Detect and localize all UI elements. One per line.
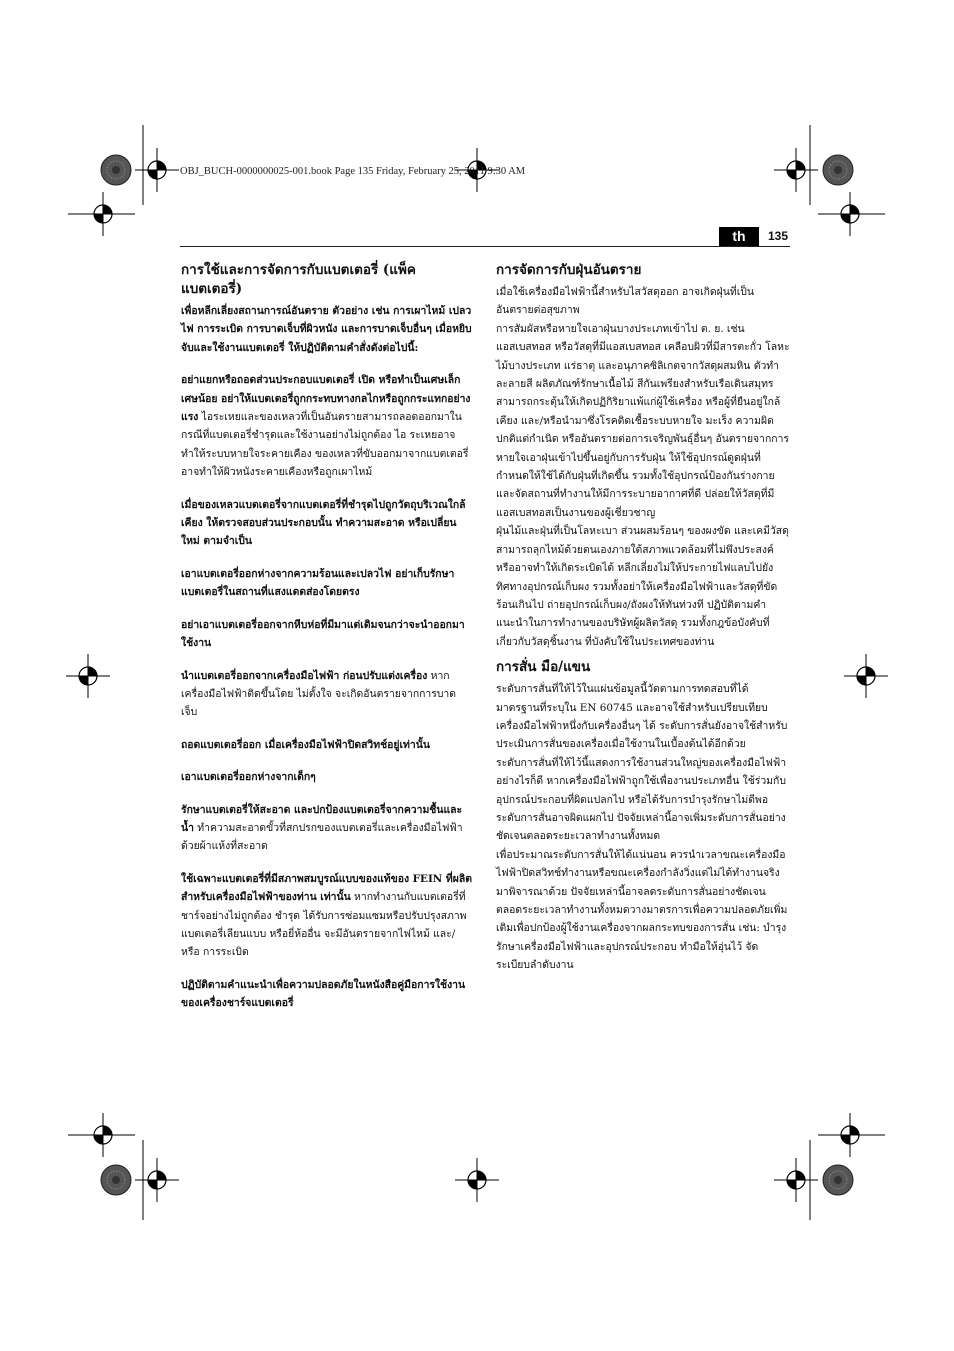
book-info-line: OBJ_BUCH-0000000025-001.book Page 135 Friday, February 25, 2011 9:30 AM [180, 166, 526, 177]
vibration-section-heading: การสั่น มือ/แขน [496, 659, 591, 676]
battery-paragraph: รักษาแบตเตอรี่ให้สะอาด และปกป้องแบตเตอรี่จากความชื้นและน้ำ ทำความสะอาดขั้วที่สกปรกของแบตเตอรี่และเครื่องมือไฟฟ้าด้วยผ้าแห้งที่สะอาด [181, 803, 463, 853]
battery-paragraph: นำแบตเตอรี่ออกจากเครื่องมือไฟฟ้า ก่อนปรับแต่งเครื่อง หากเครื่องมือไฟฟ้าติดขึ้นโดย ไม่ตั้งใจ จะเกิดอันตรายจากการบาดเจ็บ [181, 669, 456, 719]
battery-paragraph: ปฏิบัติตามคำแนะนำเพื่อความปลอดภัยในหนังสือคู่มือการใช้งานของเครื่องชาร์จแบตเตอรี่ [181, 978, 466, 1010]
right-column [496, 261, 790, 975]
battery-paragraph: ถอดแบตเตอรี่ออก เมื่อเครื่องมือไฟฟ้าปิดสวิทช์อยู่เท่านั้น [181, 738, 430, 751]
dust-paragraph: ฝุ่นไม้และฝุ่นที่เป็นโลหะเบา ส่วนผสมร้อนๆ ของผงขัด และเคมีวัสดุ สามารถลุกไหม้ด้วยตนเองภายใต้สภาพแวดล้อมที่ไม่พึงประสงค์ หรืออาจทำให้เกิดระเบิดได้ หลีกเลี่ยงไม่ให้ประกายไฟแลบไปยังทิศทางอุปกรณ์เก็บผง รวมทั้งอย่าให้เครื่องมือไฟฟ้าและวัสดุที่ขัดร้อนเกินไป ถ่ายอุปกรณ์เก็บผง/ถังผงให้ทันท่วงที ปฏิบัติตามคำแนะนำในการทำงานของบริษัทผู้ผลิตวัสดุ รวมทั้งกฎข้อบังคับที่เกี่ยวกับวัสดุชิ้นงาน ที่บังคับใช้ในประเทศของท่าน [496, 525, 789, 648]
vibration-paragraph: ระดับการสั่นที่ให้ไว้นี้แสดงการใช้งานส่วนใหญ่ของเครื่องมือไฟฟ้า อย่างไรก็ดี หากเครื่องมือไฟฟ้าถูกใช้เพื่องานประเภทอื่น ใช้ร่วมกับอุปกรณ์ประกอบที่ผิดแปลกไป หรือได้รับการบำรุงรักษาไม่ดีพอ ระดับการสั่นอาจผิดแผกไป ปัจจัยเหล่านี้อาจเพิ่มระดับการสั่นอย่างชัดเจนตลอดระยะเวลาทำงานทั้งหมด [496, 756, 787, 843]
page-number: 135 [768, 229, 789, 243]
language-badge: th [719, 227, 759, 246]
battery-paragraph: เมื่อของเหลวแบตเตอรี่จากแบตเตอรี่ที่ชำรุดไปถูกวัตถุบริเวณใกล้เคียง ให้ตรวจสอบส่วนประกอบนั้น ทำความสะอาด หรือเปลี่ยนใหม่ ตามจำเป็น [181, 498, 466, 548]
left-column [181, 261, 472, 1027]
battery-paragraph: ใช้เฉพาะแบตเตอรี่ที่มีสภาพสมบูรณ์แบบของแท้ของ FEIN ที่ผลิตสำหรับเครื่องมือไฟฟ้าของท่าน เท่านั้น หากทำงานกับแบตเตอรี่ที่ชาร์จอย่างไม่ถูกต้อง ชำรุด ได้รับการซ่อมแซมหรือปรับปรุงสภาพ แบตเตอรี่เลียนแบบ หรือยี่ห้ออื่น จะมีอันตรายจากไฟไหม้ และ/หรือ การระเบิด [181, 872, 472, 959]
battery-paragraph: อย่าแยกหรือถอดส่วนประกอบแบตเตอรี่ เปิด หรือทำเป็นเศษเล็กเศษน้อย อย่าให้แบตเตอรี่ถูกกระทบทางกลไกหรือถูกกระแทกอย่างแรง ไอระเหยและของเหลวที่เป็นอันตรายสามารถลอดออกมาในกรณีที่แบตเตอรี่ชำรุดและใช้งานอย่างไม่ถูกต้อง ไอ ระเหยอาจทำให้ระบบหายใจระคายเคือง ของเหลวที่ขับออกมาจากแบตเตอรี่อาจทำให้ผิวหนังระคายเคืองหรือถูกเผาไหม้ [181, 374, 471, 479]
dust-section-heading: การจัดการกับฝุ่นอันตราย [496, 262, 642, 278]
battery-section-heading: การใช้และการจัดการกับแบตเตอรี่ (แพ็คแบตเตอรี่) [181, 262, 416, 297]
dust-paragraph: เมื่อใช้เครื่องมือไฟฟ้านี้สำหรับไสวัสดุออก อาจเกิดฝุ่นที่เป็นอันตรายต่อสุขภาพ [496, 286, 754, 317]
battery-paragraph: อย่าเอาแบตเตอรี่ออกจากหีบห่อที่มีมาแต่เดิมจนกว่าจะนำออกมาใช้งาน [181, 618, 465, 650]
battery-paragraph: เอาแบตเตอรี่ออกห่างจากเด็กๆ [181, 771, 316, 784]
dust-paragraph: การสัมผัสหรือหายใจเอาฝุ่นบางประเภทเข้าไป ต. ย. เช่น แอสเบสทอส หรือวัสดุที่มีแอสเบสทอส เคลือบผิวที่มีสารตะกั่ว โลหะ ไม้บางประเภท แร่ธาตุ และอนุภาคซิลิเกตจากวัสดุผสมหิน ตัวทำละลายสี ผลิตภัณฑ์รักษาเนื้อไม้ สีกันเพรียงสำหรับเรือเดินสมุทร สามารถกระตุ้นให้เกิดปฏิกิริยาแพ้แก่ผู้ใช้เครื่อง หรือผู้ที่ยืนอยู่ใกล้เคียง และ/หรือนำมาซึ่งโรคติดเชื้อระบบหายใจ มะเร็ง ความผิดปกติแต่กำเนิด หรืออันตรายต่อการเจริญพันธุ์อื่นๆ อันตรายจากการหายใจเอาฝุ่นเข้าไปขึ้นอยู่กับการรับฝุ่น ให้ใช้อุปกรณ์ดูดฝุ่นที่กำหนดให้ใช้ได้กับฝุ่นที่เกิดขึ้น รวมทั้งใช้อุปกรณ์ป้องกันร่างกาย และจัดสถานที่ทำงานให้มีการระบายอากาศที่ดี ปล่อยให้วัสดุที่มีแอสเบสทอสเป็นงานของผู้เชี่ยวชาญ [496, 322, 790, 519]
battery-paragraph: เอาแบตเตอรี่ออกห่างจากความร้อนและเปลวไฟ อย่าเก็บรักษาแบตเตอรี่ในสถานที่แสงแดดส่องโดยตรง [181, 567, 455, 599]
header-rule [180, 246, 790, 247]
battery-intro: เพื่อหลีกเลี่ยงสถานการณ์อันตราย ตัวอย่าง เช่น การเผาไหม้ เปลวไฟ การระเบิด การบาดเจ็บที่ผิวหนัง และการบาดเจ็บอื่นๆ เมื่อหยิบจับและใช้งานแบตเตอรี่ ให้ปฏิบัติตามคำสั่งดังต่อไปนี้: [181, 305, 472, 354]
vibration-paragraph: ระดับการสั่นที่ให้ไว้ในแผ่นข้อมูลนี้วัดตามการทดสอบที่ได้มาตรฐานที่ระบุใน EN 60745 และอาจใช้สำหรับเปรียบเทียบเครื่องมือไฟฟ้าหนึ่งกับเครื่องอื่นๆ ได้ ระดับการสั่นยังอาจใช้สำหรับประเมินการสั่นของเครื่องเมื่อใช้งานในเบื้องต้นได้อีกด้วย [496, 683, 788, 751]
vibration-paragraph: เพื่อประมาณระดับการสั่นให้ได้แน่นอน ควรนำเวลาขณะเครื่องมือไฟฟ้าปิดสวิทช์ทำงานหรือขณะเครื่องกำลังวิ่งแต่ไม่ได้ทำงานจริงมาพิจารณาด้วย ปัจจัยเหล่านี้อาจลดระดับการสั่นอย่างชัดเจนตลอดระยะเวลาทำงานทั้งหมดวางมาตรการเพื่อความปลอดภัยเพิ่มเติมเพื่อปกป้องผู้ใช้งานเครื่องจากผลกระทบของการสั่น เช่น: บำรุงรักษาเครื่องมือไฟฟ้าและอุปกรณ์ประกอบ ทำมือให้อุ่นไว้ จัดระเบียบลำดับงาน [496, 848, 788, 972]
